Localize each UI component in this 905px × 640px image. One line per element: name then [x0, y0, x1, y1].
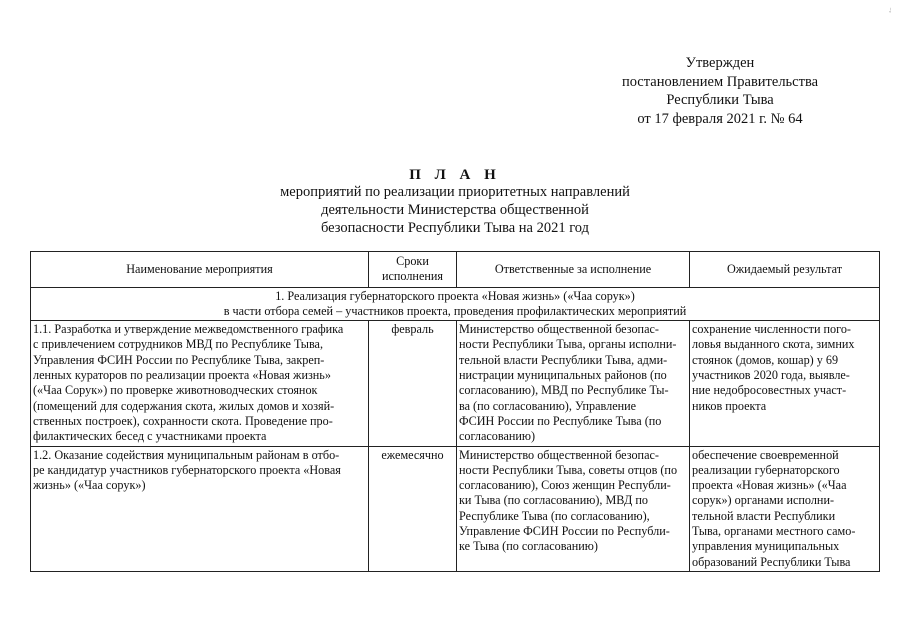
section-line: 1. Реализация губернаторского проекта «Новая жизнь» («Чаа сорук») [275, 288, 635, 303]
row-term: ежемесячно [369, 446, 457, 571]
row-responsible-line: Управление ФСИН России по Республи- [459, 524, 670, 539]
document-subtitle [200, 183, 710, 237]
row-responsible-line: согласованию), МВД по Республике Ты- [459, 383, 669, 398]
row-result-line: обеспечение своевременной [692, 447, 839, 462]
table-row [31, 321, 880, 446]
row-responsible-line: согласованию) [459, 429, 536, 444]
table-header-row [31, 252, 880, 288]
row-result-line: управления муниципальных [692, 539, 840, 554]
row-result-line: тельной власти Республики [692, 508, 836, 523]
row-responsible-line: ва (по согласованию), Управление [459, 398, 637, 413]
row-name [31, 446, 369, 571]
row-name [31, 321, 369, 446]
approval-line: постановлением Правительства [621, 73, 819, 90]
row-name-line: с привлечением сотрудников МВД по Республике Тыва, [33, 337, 324, 352]
row-responsible-line: Министерство общественной безопас- [459, 447, 659, 462]
row-responsible-line: Республике Тыва (по согласованию), [459, 508, 650, 523]
row-result-line: сохранение численности пого- [692, 322, 851, 337]
row-result-line: стоянок (домов, кошар) у 69 [692, 352, 839, 367]
row-responsible-line: ности Республики Тыва, советы отцов (по [459, 462, 678, 477]
row-name-line: жизнь» («Чаа сорук») [33, 478, 146, 493]
margin-mark: ⁻ᶜ [884, 7, 893, 13]
row-responsible [457, 446, 690, 571]
subtitle-line: безопасности Республики Тыва на 2021 год [320, 220, 590, 236]
row-result-line: Тыва, органами местного само- [692, 524, 856, 539]
header-responsible: Ответственные за исполнение [457, 252, 690, 288]
row-name-line: Управления ФСИН России по Республике Тыва, закреп- [33, 352, 325, 367]
header-term [369, 252, 457, 288]
header-result: Ожидаемый результат [690, 252, 880, 288]
row-result [690, 446, 880, 571]
document-title: П Л А Н [409, 167, 501, 183]
row-responsible-line: согласованию), Союз женщин Республи- [459, 478, 671, 493]
row-name-line: ственных построек), сохранности скота. Проведение про- [33, 413, 333, 428]
row-result [690, 321, 880, 446]
plan-table [30, 251, 880, 572]
approval-block [600, 54, 840, 128]
row-result-line: ние недобросовестных участ- [692, 383, 847, 398]
row-name-line: 1.1. Разработка и утверждение межведомственного графика [33, 322, 344, 337]
row-responsible-line: ности Республики Тыва, органы исполни- [459, 337, 677, 352]
approval-line: от 17 февраля 2021 г. № 64 [637, 110, 803, 127]
row-responsible [457, 321, 690, 446]
row-name-line: филактических бесед с участниками проекта [33, 429, 267, 444]
subtitle-line: мероприятий по реализации приоритетных направлений [280, 184, 630, 200]
row-responsible-line: ке Тыва (по согласованию) [459, 539, 598, 554]
row-name-line: 1.2. Оказание содействия муниципальным районам в отбо- [33, 447, 340, 462]
row-result-line: образований Республики Тыва [692, 554, 851, 569]
row-responsible-line: ФСИН России по Республике Тыва (по [459, 413, 662, 428]
row-result-line: ников проекта [692, 398, 767, 413]
subtitle-line: деятельности Министерства общественной [321, 202, 589, 218]
section-line: в части отбора семей – участников проекта, проведения профилактических мероприятий [223, 303, 687, 318]
row-responsible-line: тельной власти Республики Тыва, адми- [459, 352, 668, 367]
row-result-line: участников 2020 года, выявле- [692, 368, 850, 383]
row-responsible-line: нистрации муниципальных районов (по [459, 368, 667, 383]
approval-line: Республики Тыва [666, 92, 774, 108]
row-result-line: ловья выданного скота, зимних [692, 337, 855, 352]
table-row [31, 446, 880, 571]
row-responsible-line: Министерство общественной безопас- [459, 322, 659, 337]
row-result-line: реализации губернаторского [692, 462, 840, 477]
header-term-line: Сроки [396, 254, 429, 268]
section-heading [31, 287, 880, 321]
row-name-line: (помещений для содержания скота, жилых домов и хозяй- [33, 398, 335, 413]
row-name-line: ре кандидатур участников губернаторского проекта «Новая [33, 462, 341, 477]
header-name: Наименование мероприятия [31, 252, 369, 288]
row-term: февраль [369, 321, 457, 446]
section-row [31, 287, 880, 321]
row-responsible-line: ки Тыва (по согласованию), МВД по [459, 493, 648, 508]
approval-line: Утвержден [685, 55, 755, 71]
row-name-line: ленных кураторов по реализации проекта «Новая жизнь» [33, 368, 331, 383]
row-name-line: («Чаа Сорук») по проверке животноводческих стоянок [33, 383, 318, 398]
row-result-line: проекта «Новая жизнь» («Чаа [692, 478, 847, 493]
row-result-line: сорук») органами исполни- [692, 493, 835, 508]
header-term-line: исполнения [381, 269, 444, 284]
